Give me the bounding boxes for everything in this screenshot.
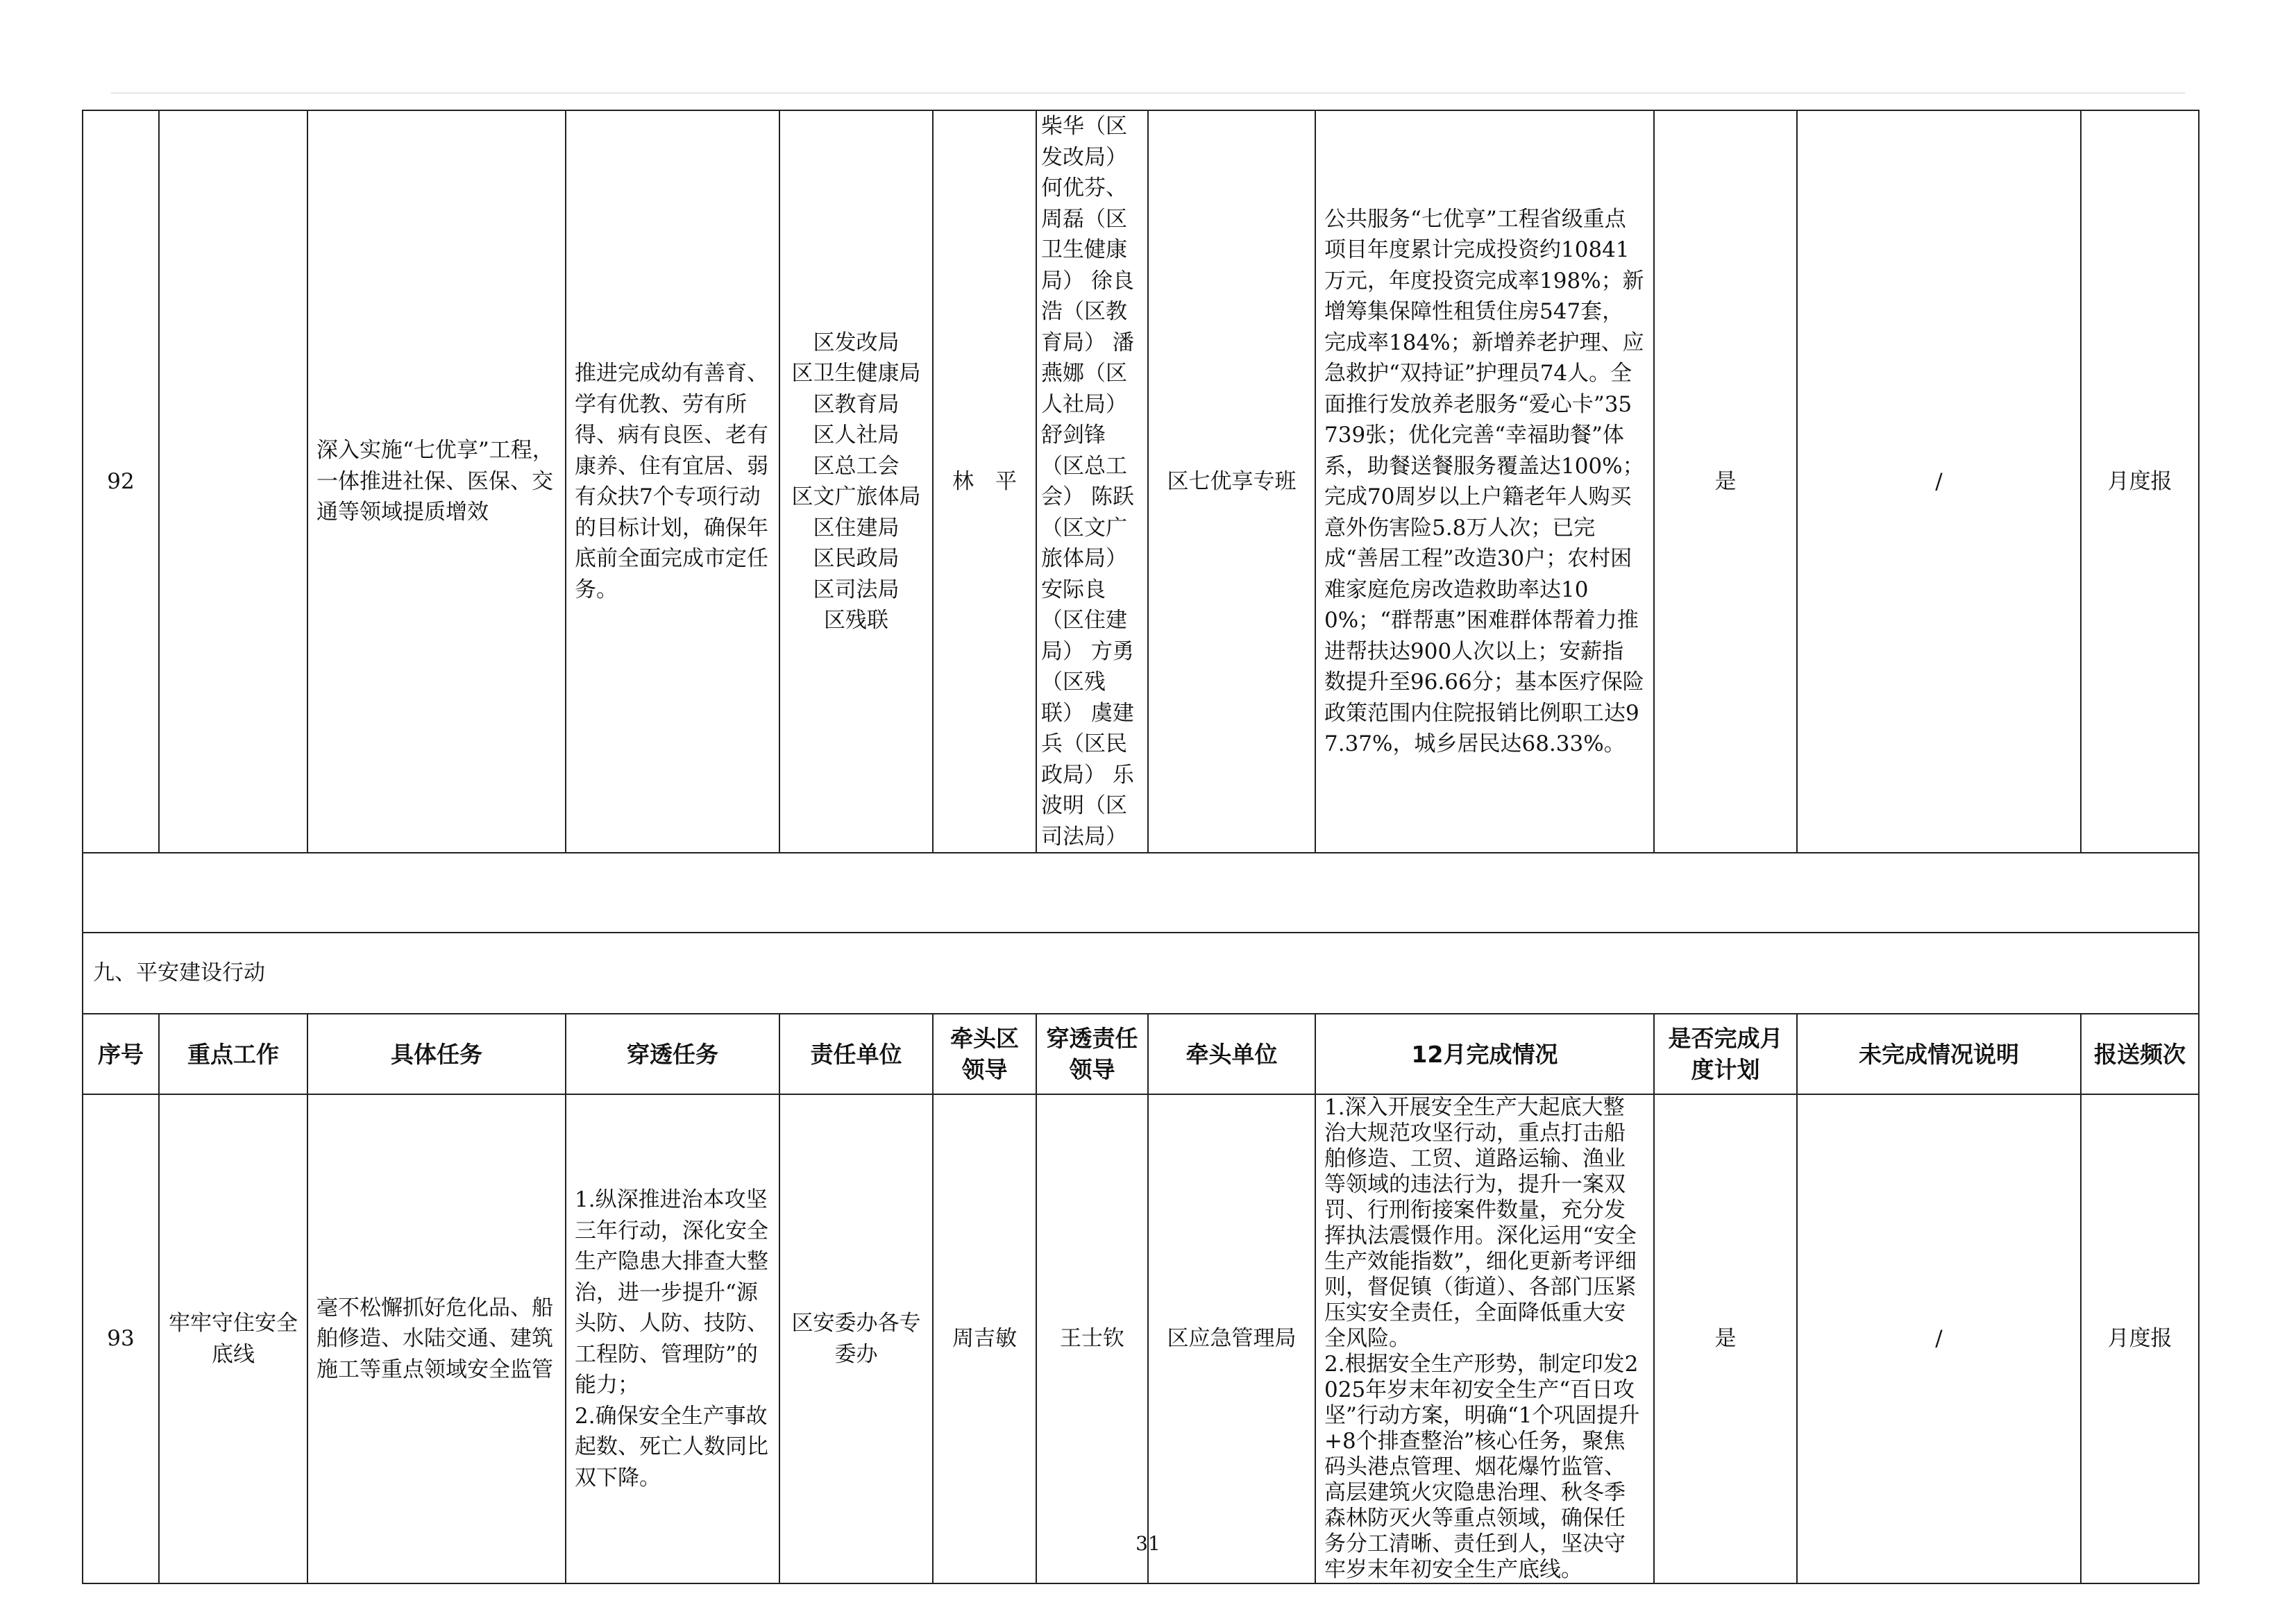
- lead-leader-cell: 林 平: [933, 110, 1036, 853]
- column-header: 序号: [83, 1014, 159, 1094]
- penetration-task-cell: 1.纵深推进治本攻坚三年行动，深化安全生产隐患大排查大整治，进一步提升“源头防、人防、技防、工程防、管理防”的能力； 2.确保安全生产事故起数、死亡人数同比双下降。: [566, 1094, 779, 1583]
- column-header: 具体任务: [307, 1014, 566, 1094]
- work-plan-table: [82, 110, 2200, 1584]
- section-row: [83, 933, 2199, 1014]
- table-row: [83, 110, 2199, 853]
- column-header: 责任单位: [779, 1014, 933, 1094]
- column-header: 是否完成月度计划: [1654, 1014, 1797, 1094]
- responsible-units-cell: 区安委办各专委办: [779, 1094, 933, 1583]
- column-header: 穿透任务: [566, 1014, 779, 1094]
- lead-leader-cell: 周吉敏: [933, 1094, 1036, 1583]
- blank-row: [83, 853, 2199, 933]
- responsible-units-cell: 区发改局 区卫生健康局 区教育局 区人社局 区总工会 区文广旅体局 区住建局 区民政局 区司法局 区残联: [779, 110, 933, 853]
- penetration-leader-cell: 柴华（区发改局） 何优芬、周磊（区卫生健康局） 徐良浩（区教育局） 潘燕娜（区人社局） 舒剑锋（区总工会） 陈跃（区文广旅体局） 安际良（区住建局） 方勇（区残联） 虞建兵（区民政局） 乐波明（区司法局）: [1036, 110, 1148, 853]
- key-work-cell: [159, 110, 307, 853]
- lead-unit-cell: 区应急管理局: [1148, 1094, 1315, 1583]
- incomplete-note-cell: /: [1797, 1094, 2081, 1583]
- column-header: 牵头区领导: [933, 1014, 1036, 1094]
- column-header: 报送频次: [2081, 1014, 2199, 1094]
- table-row: [83, 1094, 2199, 1583]
- column-header: 12月完成情况: [1315, 1014, 1654, 1094]
- row-number: 92: [83, 110, 159, 853]
- december-status-cell: 公共服务“七优享”工程省级重点项目年度累计完成投资约10841万元，年度投资完成率198%；新增筹集保障性租赁住房547套，完成率184%；新增养老护理、应急救护“双持证”护理员74人。全面推行发放养老服务“爱心卡”35739张；优化完善“幸福助餐”体系，助餐送餐服务覆盖达100%；完成70周岁以上户籍老年人购买意外伤害险5.8万人次；已完成“善居工程”改造30户；农村困难家庭危房改造救助率达100%；“群帮惠”困难群体帮着力推进帮扶达900人次以上；安薪指数提升至96.66分；基本医疗保险政策范围内住院报销比例职工达97.37%，城乡居民达68.33%。: [1315, 110, 1654, 853]
- key-work-cell: 牢牢守住安全底线: [159, 1094, 307, 1583]
- task-cell: 深入实施“七优享”工程，一体推进社保、医保、交通等领域提质增效: [307, 110, 566, 853]
- lead-unit-cell: 区七优享专班: [1148, 110, 1315, 853]
- column-header: 牵头单位: [1148, 1014, 1315, 1094]
- december-status-cell: 1.深入开展安全生产大起底大整治大规范攻坚行动，重点打击船舶修造、工贸、道路运输、渔业等领域的违法行为，提升一案双罚、行刑衔接案件数量，充分发挥执法震慑作用。深化运用“安全生产效能指数”，细化更新考评细则，督促镇（街道）、各部门压紧压实安全责任，全面降低重大安全风险。 2.根据安全生产形势，制定印发2025年岁末年初安全生产“百日攻坚”行动方案，明确“1个巩固提升+8个排查整治”核心任务，聚焦码头港点管理、烟花爆竹监管、高层建筑火灾隐患治理、秋冬季森林防灭火等重点领域，确保任务分工清晰、责任到人，坚决守牢岁末年初安全生产底线。: [1315, 1094, 1654, 1583]
- completed-cell: 是: [1654, 110, 1797, 853]
- frequency-cell: 月度报: [2081, 110, 2199, 853]
- penetration-task-cell: 推进完成幼有善育、学有优教、劳有所得、病有良医、老有康养、住有宜居、弱有众扶7个专项行动的目标计划，确保年底前全面完成市定任务。: [566, 110, 779, 853]
- incomplete-note-cell: /: [1797, 110, 2081, 853]
- column-header: 未完成情况说明: [1797, 1014, 2081, 1094]
- header-row: [83, 1014, 2199, 1094]
- row-number: 93: [83, 1094, 159, 1583]
- page-number: 31: [1136, 1532, 1160, 1555]
- frequency-cell: 月度报: [2081, 1094, 2199, 1583]
- completed-cell: 是: [1654, 1094, 1797, 1583]
- top-rule: [111, 92, 2185, 94]
- section-heading: 九、平安建设行动: [83, 933, 2199, 1014]
- task-cell: 毫不松懈抓好危化品、船舶修造、水陆交通、建筑施工等重点领域安全监管: [307, 1094, 566, 1583]
- column-header: 穿透责任领导: [1036, 1014, 1148, 1094]
- penetration-leader-cell: 王士钦: [1036, 1094, 1148, 1583]
- column-header: 重点工作: [159, 1014, 307, 1094]
